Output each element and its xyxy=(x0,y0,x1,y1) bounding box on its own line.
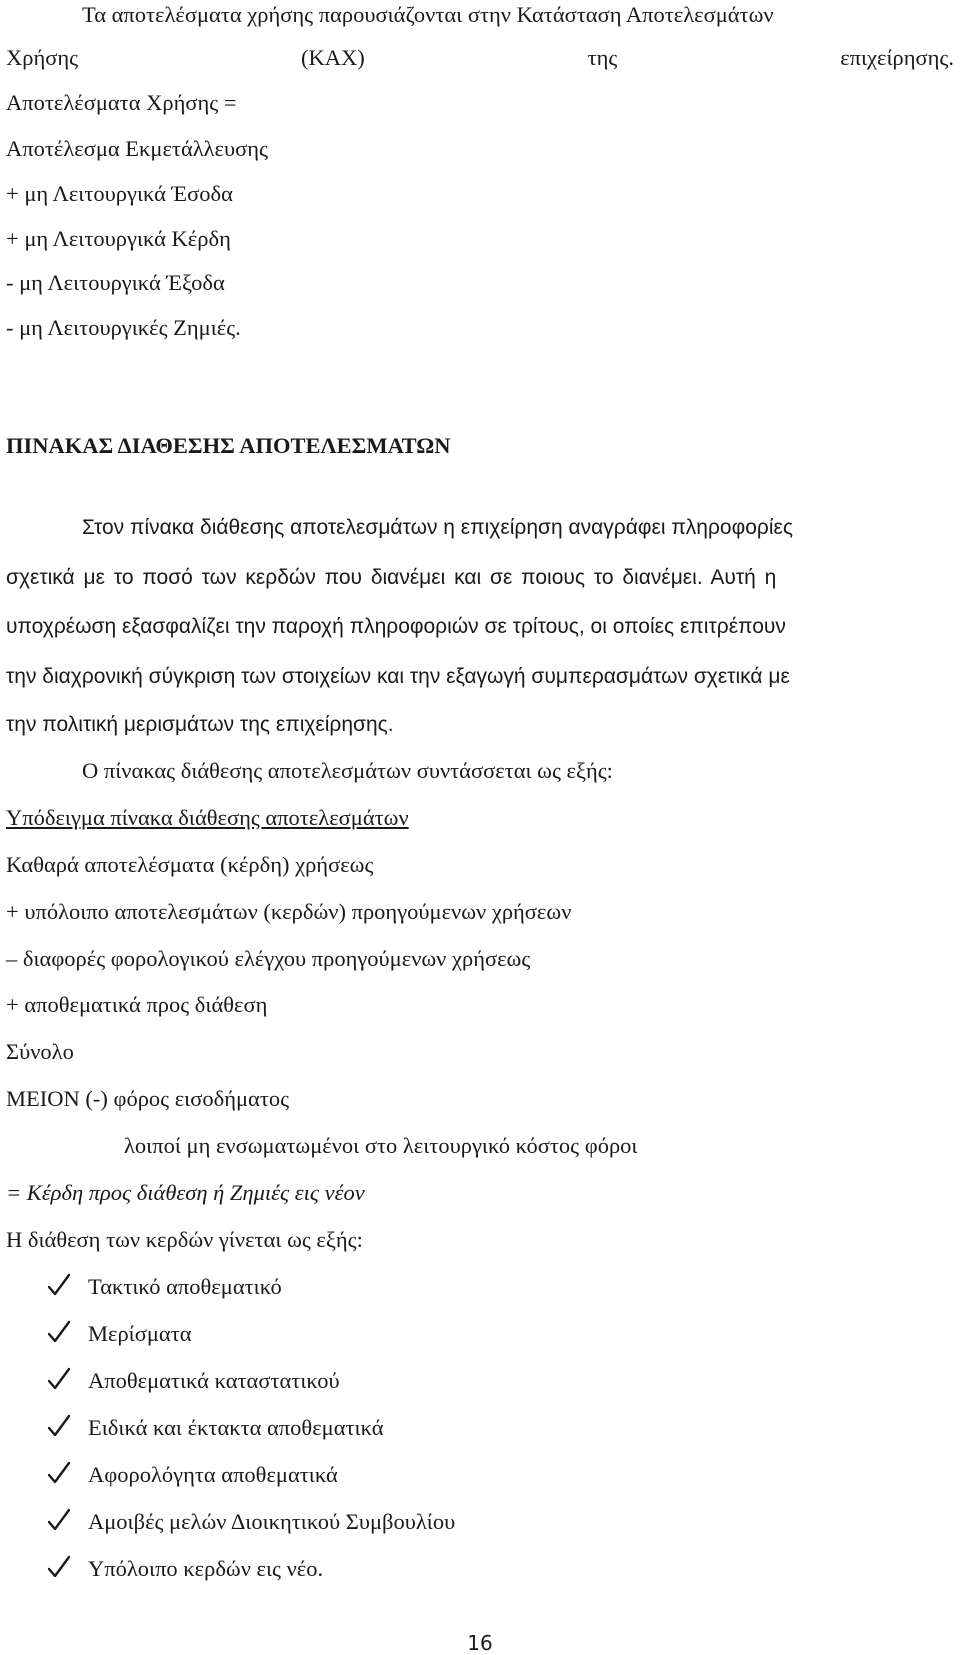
paragraph-line: την διαχρονική σύγκριση των στοιχείων και την εξαγωγή συμπερασμάτων σχετικά με xyxy=(6,665,790,688)
checkmark-icon xyxy=(48,1461,70,1485)
formula-line: + μη Λειτουργικά Έσοδα xyxy=(6,181,233,206)
checkmark-icon xyxy=(48,1320,70,1344)
intro-line-2 xyxy=(6,43,954,73)
section-title: ΠΙΝΑΚΑΣ ΔΙΑΘΕΣΗΣ ΑΠΟΤΕΛΕΣΜΑΤΩΝ xyxy=(6,433,451,458)
paragraph-line: υποχρέωση εξασφαλίζει την παροχή πληροφοριών σε τρίτους, οι οποίες επιτρέπουν xyxy=(6,615,786,638)
checkmark-icon xyxy=(48,1273,70,1297)
indented-line: λοιποί μη ενσωματωμένοι στο λειτουργικό κόστος φόροι xyxy=(124,1133,638,1158)
list-item-label: Αμοιβές μελών Διοικητικού Συμβουλίου xyxy=(88,1509,456,1534)
example-line: ΜΕΙΟΝ (-) φόρος εισοδήματος xyxy=(6,1086,290,1111)
formula-line: + μη Λειτουργικά Κέρδη xyxy=(6,226,231,251)
example-line: – διαφορές φορολογικού ελέγχου προηγούμενων χρήσεως xyxy=(6,946,531,971)
checkmark-icon xyxy=(48,1555,70,1579)
formula-line: Αποτέλεσμα Εκμετάλλευσης xyxy=(6,136,268,161)
example-line: + υπόλοιπο αποτελεσμάτων (κερδών) προηγούμενων χρήσεων xyxy=(6,899,572,924)
list-item-label: Υπόλοιπο κερδών εις νέο. xyxy=(88,1556,324,1581)
paragraph-line: Στον πίνακα διάθεσης αποτελεσμάτων η επιχείρηση αναγράφει πληροφορίες xyxy=(82,516,794,539)
example-line: + αποθεματικά προς διάθεση xyxy=(6,992,268,1017)
paragraph-line: σχετικά με το ποσό των κερδών που διανέμει και σε ποιους το διανέμει. Αυτή η xyxy=(6,566,777,589)
list-item-label: Ειδικά και έκτακτα αποθεματικά xyxy=(88,1415,384,1440)
compose-line: Ο πίνακας διάθεσης αποτελεσμάτων συντάσσεται ως εξής: xyxy=(82,758,613,783)
list-item-label: Τακτικό αποθεματικό xyxy=(88,1274,282,1299)
formula-line: Αποτελέσματα Χρήσης = xyxy=(6,90,237,115)
checkmark-icon xyxy=(48,1508,70,1532)
example-line: Σύνολο xyxy=(6,1039,74,1064)
formula-line: - μη Λειτουργικές Ζημιές. xyxy=(6,315,241,340)
list-item-label: Μερίσματα xyxy=(88,1321,192,1346)
paragraph-line: την πολιτική μερισμάτων της επιχείρησης. xyxy=(6,713,394,736)
intro-word: επιχείρησης. xyxy=(840,45,954,70)
page-number: 16 xyxy=(467,1631,493,1655)
list-item-label: Αποθεματικά καταστατικού xyxy=(88,1368,340,1393)
result-line: = Κέρδη προς διάθεση ή Ζημιές εις νέον xyxy=(6,1180,365,1205)
intro-word: της xyxy=(587,45,618,70)
distribution-intro: Η διάθεση των κερδών γίνεται ως εξής: xyxy=(6,1227,363,1252)
example-line: Καθαρά αποτελέσματα (κέρδη) χρήσεως xyxy=(6,852,374,877)
formula-line: - μη Λειτουργικά Έξοδα xyxy=(6,270,225,295)
example-heading: Υπόδειγμα πίνακα διάθεσης αποτελεσμάτων xyxy=(6,805,409,830)
intro-word: Χρήσης xyxy=(6,45,79,70)
checkmark-icon xyxy=(48,1414,70,1438)
intro-word: (ΚΑΧ) xyxy=(300,45,365,70)
list-item-label: Αφορολόγητα αποθεματικά xyxy=(88,1462,338,1487)
intro-line-1: Τα αποτελέσματα χρήσης παρουσιάζονται στην Κατάσταση Αποτελεσμάτων xyxy=(82,2,774,27)
checkmark-icon xyxy=(48,1367,70,1391)
